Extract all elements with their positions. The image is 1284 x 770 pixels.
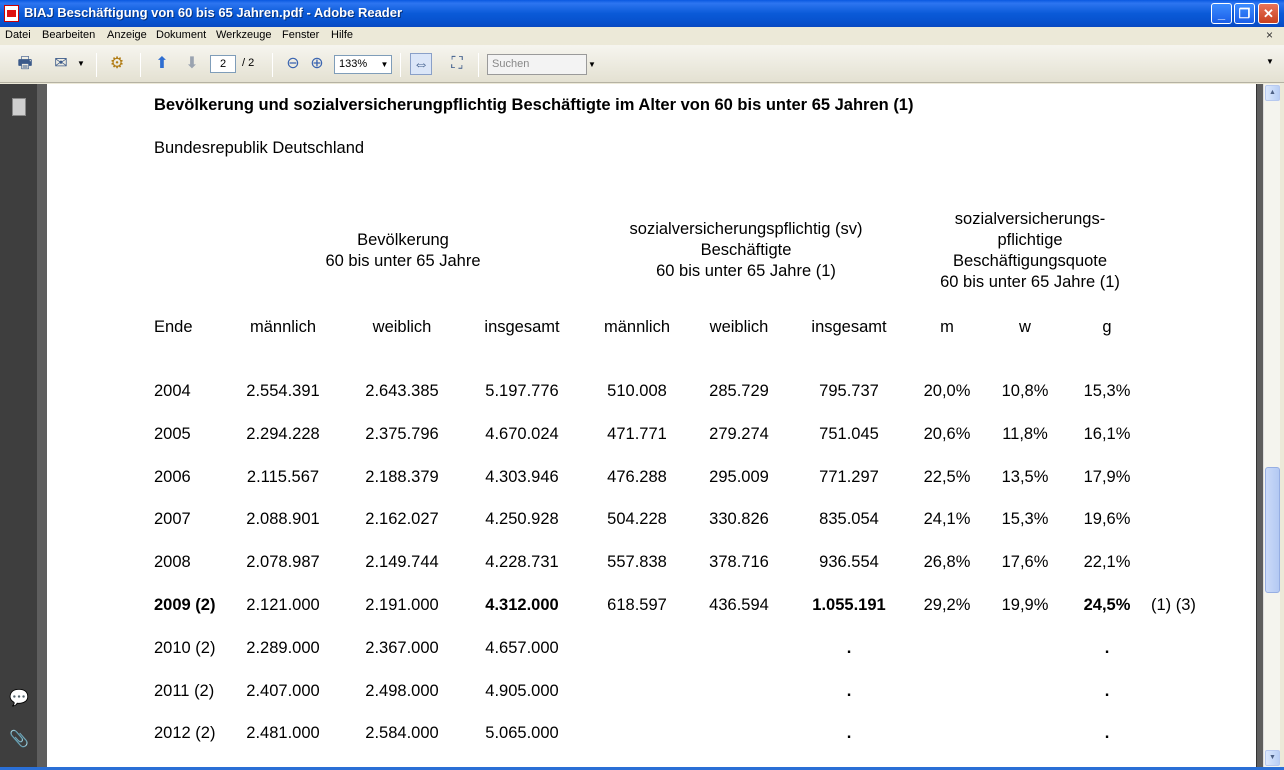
cell-qg: . xyxy=(1104,724,1110,743)
cell-qg: 15,3% xyxy=(1083,382,1131,400)
cell-qw: 19,9% xyxy=(1001,596,1049,614)
zoom-value: 133% xyxy=(339,58,368,70)
menu-werkzeuge[interactable]: Werkzeuge xyxy=(216,29,272,41)
cell-qw: 15,3% xyxy=(1001,510,1049,529)
cell-pm: 2.115.567 xyxy=(246,467,320,486)
cell-qw: 11,8% xyxy=(1002,424,1048,443)
toolbar-separator xyxy=(478,53,479,77)
cell-qw: 13,5% xyxy=(1001,467,1049,486)
menu-anzeige[interactable]: Anzeige xyxy=(107,29,147,41)
header-line: sozialversicherungs- xyxy=(954,210,1106,228)
cell-qg: 22,1% xyxy=(1083,553,1131,572)
cell-footnote: (1) (3) xyxy=(1151,596,1196,614)
zoom-select[interactable] xyxy=(334,55,392,74)
header-line: Beschäftigungsquote xyxy=(952,252,1108,270)
header-line: pflichtige xyxy=(997,231,1063,249)
cell-em: 504.228 xyxy=(607,510,667,529)
cell-pm: 2.289.000 xyxy=(246,638,320,657)
pages-icon[interactable] xyxy=(9,96,29,118)
cell-year: 2011 (2) xyxy=(154,681,215,700)
column-header-pm: männlich xyxy=(249,318,317,336)
cell-ew: 285.729 xyxy=(709,382,769,400)
cell-et: 751.045 xyxy=(819,424,879,443)
cell-pt: 4.303.946 xyxy=(485,467,559,486)
column-header-qg: g xyxy=(1102,318,1112,336)
maximize-button[interactable]: ❐ xyxy=(1234,3,1255,24)
header-line: 60 bis unter 65 Jahre (1) xyxy=(656,262,836,280)
header-line: Beschäftigte xyxy=(700,241,792,259)
cell-pw: 2.162.027 xyxy=(365,510,439,529)
cell-year: 2008 xyxy=(154,553,191,572)
cell-qm: 20,6% xyxy=(923,424,971,443)
header-quota xyxy=(940,209,1120,293)
cell-ew: 279.274 xyxy=(709,424,769,443)
toolbar-separator xyxy=(96,53,97,77)
column-header-qw: w xyxy=(1019,318,1031,336)
cell-pm: 2.078.987 xyxy=(246,553,320,572)
previous-page-icon[interactable]: ⬆ xyxy=(155,55,169,72)
cell-pt: 4.312.000 xyxy=(485,596,559,614)
cell-pw: 2.643.385 xyxy=(365,382,439,400)
fit-width-icon[interactable]: ⇔ xyxy=(410,53,432,75)
scroll-up-icon[interactable]: ▲ xyxy=(1265,85,1280,101)
chevron-down-icon[interactable]: ▼ xyxy=(588,60,596,69)
cell-pm: 2.121.000 xyxy=(246,596,320,614)
vertical-scrollbar[interactable] xyxy=(1263,84,1280,767)
cell-year: 2012 (2) xyxy=(154,724,216,743)
cell-pw: 2.188.379 xyxy=(365,467,439,486)
cell-em: 618.597 xyxy=(607,596,667,614)
share-dropdown-icon[interactable]: ▼ xyxy=(77,59,85,68)
cell-qg: . xyxy=(1104,681,1110,700)
chevron-down-icon[interactable]: ▼ xyxy=(380,60,389,69)
print-icon[interactable]: 🖶 xyxy=(17,55,33,72)
column-header-et: insgesamt xyxy=(811,318,887,336)
window-title: BIAJ Beschäftigung von 60 bis 65 Jahren.pdf - Adobe Reader xyxy=(24,5,403,20)
header-line: sozialversicherungspflichtig (sv) xyxy=(629,220,863,238)
menu-bar xyxy=(0,27,1284,45)
cell-qm: 29,2% xyxy=(923,596,971,614)
pdf-page xyxy=(47,84,1257,767)
cell-qw: 17,6% xyxy=(1001,553,1049,572)
header-line: 60 bis unter 65 Jahre (1) xyxy=(940,273,1120,291)
cell-qg: . xyxy=(1104,638,1110,657)
cell-et: . xyxy=(846,638,852,657)
cell-em: 557.838 xyxy=(607,553,667,572)
cell-pw: 2.375.796 xyxy=(365,424,439,443)
cell-pt: 4.670.024 xyxy=(485,424,559,443)
cell-qg: 17,9% xyxy=(1083,467,1131,486)
cell-year: 2006 xyxy=(154,467,191,486)
cell-pt: 5.065.000 xyxy=(485,724,559,743)
cell-pm: 2.294.228 xyxy=(246,424,320,443)
attachment-icon[interactable]: 📎 xyxy=(9,731,29,748)
cell-qm: 20,0% xyxy=(923,382,971,400)
scroll-thumb[interactable] xyxy=(1265,467,1280,593)
cell-year: 2004 xyxy=(154,382,191,400)
cell-pw: 2.191.000 xyxy=(365,596,439,614)
cell-ew: 295.009 xyxy=(709,467,769,486)
cell-year: 2007 xyxy=(154,510,191,529)
cell-em: 510.008 xyxy=(607,382,667,400)
toolbar-separator xyxy=(400,53,401,77)
cell-qg: 16,1% xyxy=(1083,424,1131,443)
menu-bearbeiten[interactable]: Bearbeiten xyxy=(42,29,96,41)
cell-ew: 330.826 xyxy=(709,510,769,529)
cell-em: 476.288 xyxy=(607,467,667,486)
cell-pt: 4.657.000 xyxy=(485,638,559,657)
cell-et: 1.055.191 xyxy=(812,596,886,614)
column-header-year: Ende xyxy=(154,318,193,336)
cell-pt: 5.197.776 xyxy=(485,382,559,400)
cell-pt: 4.228.731 xyxy=(485,553,559,572)
share-icon[interactable]: ✉ xyxy=(54,55,68,72)
cell-et: . xyxy=(846,681,852,700)
menu-fenster[interactable]: Fenster xyxy=(282,29,320,41)
header-population xyxy=(325,230,480,272)
minimize-button[interactable]: _ xyxy=(1211,3,1232,24)
cell-et: 835.054 xyxy=(819,510,879,529)
zoom-out-icon[interactable]: ⊖ xyxy=(286,55,300,72)
cell-qm: 26,8% xyxy=(923,553,971,572)
cell-et: 795.737 xyxy=(819,382,879,400)
cell-pm: 2.088.901 xyxy=(246,510,320,529)
cell-ew: 436.594 xyxy=(709,596,769,614)
cell-qg: 24,5% xyxy=(1083,596,1131,614)
cell-et: 771.297 xyxy=(819,467,879,486)
menu-hilfe[interactable]: Hilfe xyxy=(331,29,354,41)
header-line: Bevölkerung xyxy=(357,231,449,249)
column-header-qm: m xyxy=(940,318,954,336)
page-subheading: Bundesrepublik Deutschland xyxy=(154,139,365,157)
cell-ew: 378.716 xyxy=(709,553,769,572)
title-bar[interactable] xyxy=(0,0,1284,27)
document-close-icon[interactable]: × xyxy=(1266,28,1274,42)
cell-pw: 2.149.744 xyxy=(365,553,439,572)
search-input[interactable]: Suchen xyxy=(487,54,587,75)
cell-qm: 22,5% xyxy=(923,467,971,486)
cell-year: 2009 (2) xyxy=(154,596,216,614)
cell-year: 2005 xyxy=(154,424,191,443)
scroll-down-icon[interactable]: ▼ xyxy=(1265,750,1280,766)
cell-qm: 24,1% xyxy=(923,510,971,529)
cell-pt: 4.905.000 xyxy=(485,681,559,700)
header-line: 60 bis unter 65 Jahre xyxy=(325,252,481,270)
cell-pw: 2.584.000 xyxy=(365,724,439,743)
menu-dokument[interactable]: Dokument xyxy=(156,29,207,41)
document-viewport[interactable] xyxy=(37,84,1263,767)
cell-et: . xyxy=(846,724,852,743)
column-header-pt: insgesamt xyxy=(484,318,560,336)
header-employed xyxy=(630,219,863,282)
navigation-panel xyxy=(0,84,37,767)
page-heading: Bevölkerung und sozialversicherungpflichtig Beschäftigte im Alter von 60 bis unter 65 Jahren (1) xyxy=(154,96,914,114)
toolbar-separator xyxy=(140,53,141,77)
pdf-app-icon xyxy=(4,5,19,22)
close-button[interactable]: ✕ xyxy=(1258,3,1279,24)
fit-page-icon[interactable]: ⛶ xyxy=(451,55,463,72)
toolbar-separator xyxy=(272,53,273,77)
column-header-ew: weiblich xyxy=(709,318,769,336)
column-header-em: männlich xyxy=(603,318,671,336)
cell-pm: 2.554.391 xyxy=(246,382,320,400)
page-total: / 2 xyxy=(242,57,255,69)
menu-datei[interactable]: Datei xyxy=(5,29,31,41)
next-page-icon[interactable]: ⬇ xyxy=(185,55,199,72)
cell-pw: 2.498.000 xyxy=(365,681,439,700)
cell-qg: 19,6% xyxy=(1083,510,1131,529)
zoom-in-icon[interactable]: ⊕ xyxy=(310,55,324,72)
cell-qw: 10,8% xyxy=(1001,382,1049,400)
cell-et: 936.554 xyxy=(819,553,879,572)
column-header-pw: weiblich xyxy=(372,318,432,336)
cell-pm: 2.481.000 xyxy=(246,724,320,743)
cell-year: 2010 (2) xyxy=(154,638,216,657)
toolbar xyxy=(0,45,1284,83)
cell-pm: 2.407.000 xyxy=(246,681,320,700)
cell-pw: 2.367.000 xyxy=(365,638,439,657)
comments-icon[interactable]: 💬 xyxy=(9,690,29,707)
cell-em: 471.771 xyxy=(607,424,667,443)
settings-icon[interactable]: ⚙ xyxy=(109,55,125,72)
cell-pt: 4.250.928 xyxy=(485,510,559,529)
toolbar-overflow-icon[interactable]: ▼ xyxy=(1266,57,1274,66)
page-number-input[interactable]: 2 xyxy=(210,55,236,73)
